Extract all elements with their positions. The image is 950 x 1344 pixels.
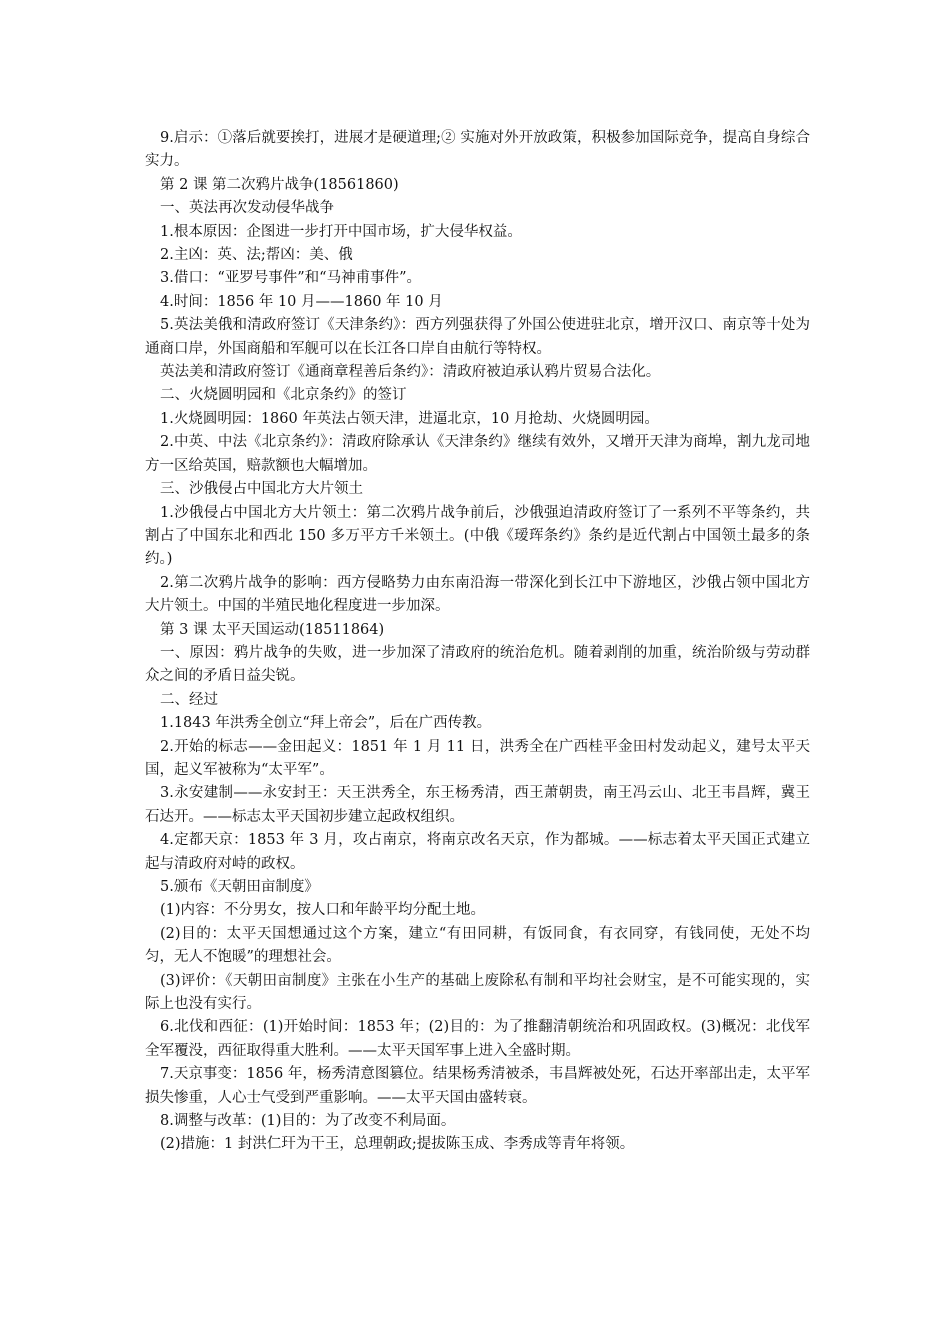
lesson-2-heading: 第 2 课 第二次鸦片战争(18561860) <box>160 176 399 193</box>
paragraph: 2.第二次鸦片战争的影响：西方侵略势力由东南沿海一带深化到长江中下游地区，沙俄占领中国北方大片领土。中国的半殖民地化程度进一步加深。 <box>145 574 810 615</box>
paragraph: (1)内容：不分男女，按人口和年龄平均分配土地。 <box>160 902 486 919</box>
paragraph: 1.沙俄侵占中国北方大片领土：第二次鸦片战争前后，沙俄强迫清政府签订了一系列不平等条约，共割占了中国东北和西北 150 多万平方千米领土。(中俄《瑷珲条约》条约是近代割占中国领土最多的条约。) <box>145 504 810 568</box>
paragraph-lesson1-inspiration: 9.启示：①落后就要挨打，进展才是硬道理;② 实施对外开放政策，积极参加国际竞争，提高自身综合实力。 <box>145 130 810 170</box>
paragraph: 2.开始的标志——金田起义：1851 年 1 月 11 日，洪秀全在广西桂平金田村发动起义，建号太平天国，起义军被称为“太平军”。 <box>145 738 810 778</box>
paragraph: 4.时间：1856 年 10 月——1860 年 10 月 <box>160 293 443 310</box>
section-heading: 二、经过 <box>160 691 218 708</box>
paragraph: 1.1843 年洪秀全创立“拜上帝会”，后在广西传教。 <box>160 715 492 732</box>
lesson-3-heading: 第 3 课 太平天国运动(18511864) <box>160 621 385 638</box>
section-heading: 三、沙俄侵占中国北方大片领土 <box>160 481 363 498</box>
paragraph: (2)目的：太平天国想通过这个方案，建立“有田同耕，有饭同食，有衣同穿，有钱同使，无处不均匀，无人不饱暖”的理想社会。 <box>145 925 810 966</box>
section-heading: 二、火烧圆明园和《北京条约》的签订 <box>160 387 407 404</box>
paragraph: 8.调整与改革：(1)目的：为了改变不利局面。 <box>160 1113 456 1130</box>
paragraph: 一、原因：鸦片战争的失败，进一步加深了清政府的统治危机。随着剥削的加重，统治阶级与劳动群众之间的矛盾日益尖锐。 <box>145 644 810 685</box>
document-body <box>145 127 810 1157</box>
paragraph: 1.根本原因：企图进一步打开中国市场，扩大侵华权益。 <box>160 223 522 240</box>
paragraph: (2)措施：1 封洪仁玕为干王，总理朝政;提拔陈玉成、李秀成等青年将领。 <box>160 1136 635 1153</box>
paragraph: 3.借口：“亚罗号事件”和“马神甫事件”。 <box>160 270 421 287</box>
paragraph: 4.定都天京：1853 年 3 月，攻占南京，将南京改名天京，作为都城。——标志着太平天国正式建立起与清政府对峙的政权。 <box>145 832 810 872</box>
paragraph: (3)评价：《天朝田亩制度》主张在小生产的基础上废除私有制和平均社会财宝，是不可能实现的，实际上也没有实行。 <box>145 972 810 1013</box>
paragraph: 7.天京事变：1856 年，杨秀清意图篡位。结果杨秀清被杀，韦昌辉被处死，石达开率部出走，太平军损失惨重，人心士气受到严重影响。——太平天国由盛转衰。 <box>145 1066 810 1106</box>
paragraph: 6.北伐和西征：(1)开始时间：1853 年；(2)目的：为了推翻清朝统治和巩固政权。(3)概况：北伐军全军覆没，西征取得重大胜利。——太平天国军事上进入全盛时期。 <box>145 1019 810 1059</box>
paragraph: 5.英法美俄和清政府签订《天津条约》：西方列强获得了外国公使进驻北京，增开汉口、南京等十处为通商口岸，外国商船和军舰可以在长江各口岸自由航行等特权。 <box>145 317 810 357</box>
paragraph: 3.永安建制——永安封王：天王洪秀全，东王杨秀清，西王萧朝贵，南王冯云山、北王韦昌辉，冀王石达开。——标志太平天国初步建立起政权组织。 <box>145 785 810 825</box>
paragraph: 2.中英、中法《北京条约》：清政府除承认《天津条约》继续有效外，又增开天津为商埠，割九龙司地方一区给英国，赔款额也大幅增加。 <box>145 434 810 474</box>
section-heading: 一、英法再次发动侵华战争 <box>160 200 334 217</box>
paragraph: 5.颁布《天朝田亩制度》 <box>160 879 319 895</box>
paragraph: 2.主凶：英、法;帮凶：美、俄 <box>160 247 353 264</box>
paragraph: 英法美和清政府签订《通商章程善后条约》：清政府被迫承认鸦片贸易合法化。 <box>160 364 661 381</box>
paragraph: 1.火烧圆明园：1860 年英法占领天津，进逼北京，10 月抢劫、火烧圆明园。 <box>160 410 659 427</box>
